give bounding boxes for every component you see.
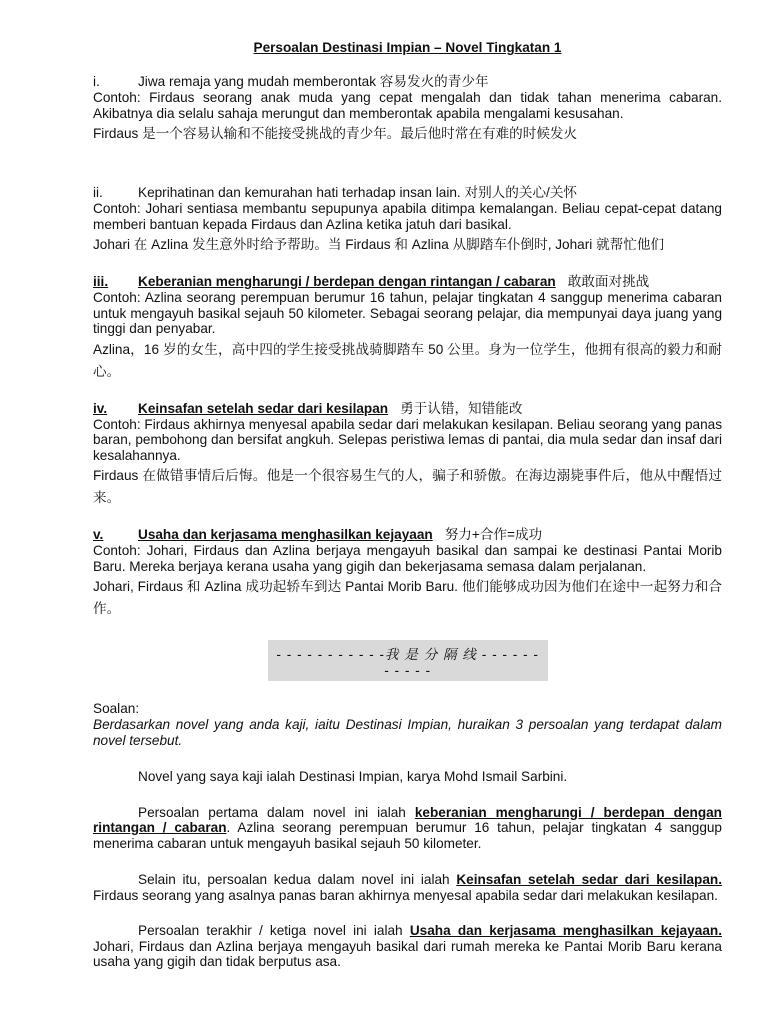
question-block <box>93 701 722 749</box>
section-chinese: Firdaus 在做错事情后后悔。他是一个很容易生气的人，骗子和骄傲。在海边溺毙事件后，他从中醒悟过来。 <box>93 468 722 505</box>
section-number: iv. <box>93 400 108 416</box>
document-page <box>93 40 722 970</box>
section-heading-text: Keinsafan setelah sedar dari kesilapan 勇于认错，知错能改 <box>138 400 523 416</box>
section-1 <box>93 74 722 145</box>
section-heading <box>93 401 722 417</box>
section-number: iii. <box>93 274 109 289</box>
section-number: ii. <box>93 185 103 200</box>
divider-row <box>93 640 722 681</box>
section-heading <box>93 74 722 90</box>
section-chinese: Azlina，16 岁的女生，高中四的学生接受挑战骑脚踏车 50 公里。身为一位学生，他拥有很高的毅力和耐心。 <box>93 341 722 379</box>
section-heading <box>93 274 722 290</box>
section-2 <box>93 185 722 256</box>
section-3 <box>93 274 722 383</box>
question-text: Berdasarkan novel yang anda kaji, iaitu Destinasi Impian, huraikan 3 persoalan yang terdapat dalam novel tersebut. <box>93 717 722 748</box>
question-label: Soalan: <box>93 701 140 716</box>
answer-highlight: Usaha dan kerjasama menghasilkan kejayaan. <box>409 923 722 938</box>
section-heading <box>93 527 722 543</box>
answer-paragraph-3: Selain itu, persoalan kedua dalam novel ini ialah Keinsafan setelah sedar dari kesilapan. Firdaus seorang yang asalnya panas baran akhirnya menyesal apabila sedar dari melakukan kesilapan. <box>93 872 722 903</box>
section-heading-text: Keprihatinan dan kemurahan hati terhadap insan lain. 对别人的关心/关怀 <box>138 185 578 200</box>
section-example: Contoh: Firdaus seorang anak muda yang cepat mengalah dan tidak tahan menerima cabaran. Akibatnya dia selalu sahaja merungut dan memberontak apabila mengalami kesusahan. <box>93 90 722 121</box>
answer-paragraph-2: Persoalan pertama dalam novel ini ialah keberanian mengharungi / berdepan dengan rintangan / cabaran. Azlina seorang perempuan berumur 16 tahun, pelajar tingkatan 4 sanggup menerima cabaran untuk mengayuh basikal sejauh 50 kilometer. <box>93 804 722 851</box>
section-5 <box>93 527 722 620</box>
section-chinese: Johari 在 Azlina 发生意外时给予帮助。当 Firdaus 和 Azlina 从脚踏车仆倒时, Johari 就帮忙他们 <box>93 237 665 252</box>
answer-paragraph-1: Novel yang saya kaji ialah Destinasi Impian, karya Mohd Ismail Sarbini. <box>138 769 568 784</box>
section-heading-text: Keberanian mengharungi / berdepan dengan rintangan / cabaran 敢敢面对挑战 <box>138 274 650 289</box>
section-example: Contoh: Johari sentiasa membantu sepupunya apabila ditimpa kemalangan. Beliau cepat-cepat datang memberi bantuan kepada Firdaus dan Azlina ketika jatuh dari basikal. <box>93 201 722 232</box>
answer-highlight: Keinsafan setelah sedar dari kesilapan. <box>456 872 722 887</box>
section-heading-text: Jiwa remaja yang mudah memberontak 容易发火的青少年 <box>138 74 489 89</box>
section-example: Contoh: Azlina seorang perempuan berumur 16 tahun, pelajar tingkatan 4 sanggup menerima cabaran untuk mengayuh basikal sejauh 50 kilometer. Sebagai seorang pelajar, dia mempunyai daya juang yang tinggi dan penyabar. <box>93 290 722 336</box>
section-chinese: Firdaus 是一个容易认输和不能接受挑战的青少年。最后他时常在有难的时候发火 <box>93 126 578 141</box>
section-number: v. <box>93 527 104 542</box>
section-4 <box>93 401 722 510</box>
section-chinese: Johari, Firdaus 和 Azlina 成功起轿车到达 Pantai Morib Baru. 他们能够成功因为他们在途中一起努力和合作。 <box>93 579 722 616</box>
section-example: Contoh: Johari, Firdaus dan Azlina berjaya mengayuh basikal dan sampai ke destinasi Pantai Morib Baru. Mereka berjaya kerana usaha yang gigih dan bekerjasama semasa dalam perjalanan. <box>93 543 722 574</box>
section-number: i. <box>93 74 100 89</box>
document-title: Persoalan Destinasi Impian – Novel Tingkatan 1 <box>253 40 562 55</box>
section-example: Contoh: Firdaus akhirnya menyesal apabila sedar dari melakukan kesilapan. Beliau seorang yang panas baran, pembohong dan bersifat angkuh. Selepas peristiwa lemas di pantai, dia mula sedar dan insaf dari kesalahannya. <box>93 416 722 463</box>
section-heading-text: Usaha dan kerjasama menghasilkan kejayaan 努力+合作=成功 <box>138 527 543 542</box>
answer-paragraph-4: Persoalan terakhir / ketiga novel ini ialah Usaha dan kerjasama menghasilkan kejayaan. Johari, Firdaus dan Azlina berjaya mengayuh basikal dari rumah mereka ke Pantai Morib Baru kerana usaha yang gigih dan tidak berputus asa. <box>93 923 722 969</box>
section-divider: - - - - - - - - - - -我 是 分 隔 线 - - - - - - - - - - - <box>268 640 548 681</box>
answer-highlight: keberanian mengharungi / berdepan dengan rintangan / cabaran <box>93 804 722 835</box>
section-heading <box>93 185 722 201</box>
